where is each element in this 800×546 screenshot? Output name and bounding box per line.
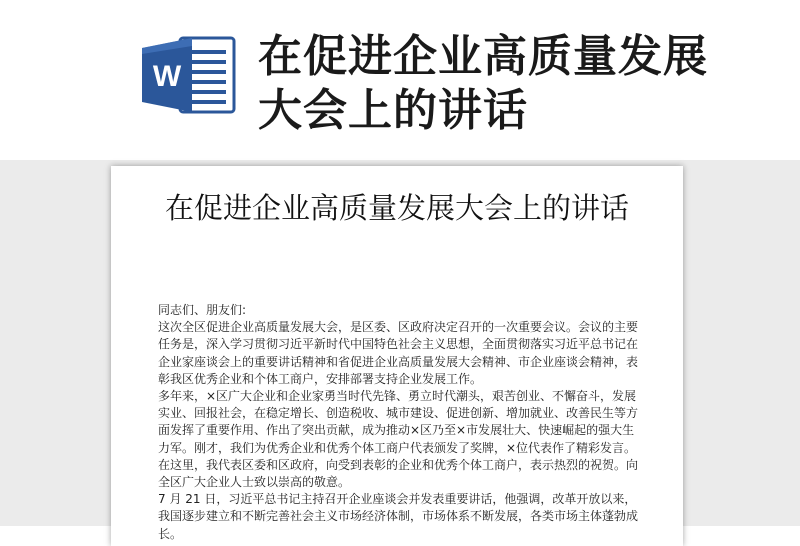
document-body — [158, 302, 643, 543]
document-paragraph: 7 月 21 日，习近平总书记主持召开企业座谈会并发表重要讲话，他强调，改革开放以来，我国逐步建立和不断完善社会主义市场经济体制，市场体系不断发展，各类市场主体蓬勃成长。 — [158, 492, 639, 541]
document-paragraph: 多年来，×区广大企业和企业家勇当时代先锋、勇立时代潮头，艰苦创业、不懈奋斗，发展实业、回报社会，在稳定增长、创造税收、城市建设、促进创新、增加就业、改善民生等方面发挥了重要作用、作出了突出贡献，成为推动×区乃至×市发展壮大、快速崛起的强大生力军。刚才，我们为优秀企业和优秀个体工商户代表颁发了奖牌，×位代表作了精彩发言。在这里，我代表区委和区政府，向受到表彰的企业和优秀个体工商户，表示热烈的祝贺。向全区广大企业人士致以崇高的敬意。 — [158, 389, 639, 490]
word-icon-letter: W — [152, 60, 182, 93]
word-document-icon — [140, 34, 236, 116]
header-banner — [0, 0, 800, 160]
document-page — [111, 166, 683, 546]
header-title: 在促进企业高质量发展大会上的讲话 — [258, 31, 708, 136]
document-title: 在促进企业高质量发展大会上的讲话 — [164, 191, 629, 225]
document-paragraph: 这次全区促进企业高质量发展大会，是区委、区政府决定召开的一次重要会议。会议的主要任务是，深入学习贯彻习近平新时代中国特色社会主义思想，全面贯彻落实习近平总书记在企业家座谈会上的重要讲话精神和省促进企业高质量发展大会精神、市企业座谈会精神，表彰我区优秀企业和个体工商户，安排部署支持企业发展工作。 — [158, 320, 639, 386]
document-paragraph: 同志们、朋友们: — [158, 303, 247, 317]
